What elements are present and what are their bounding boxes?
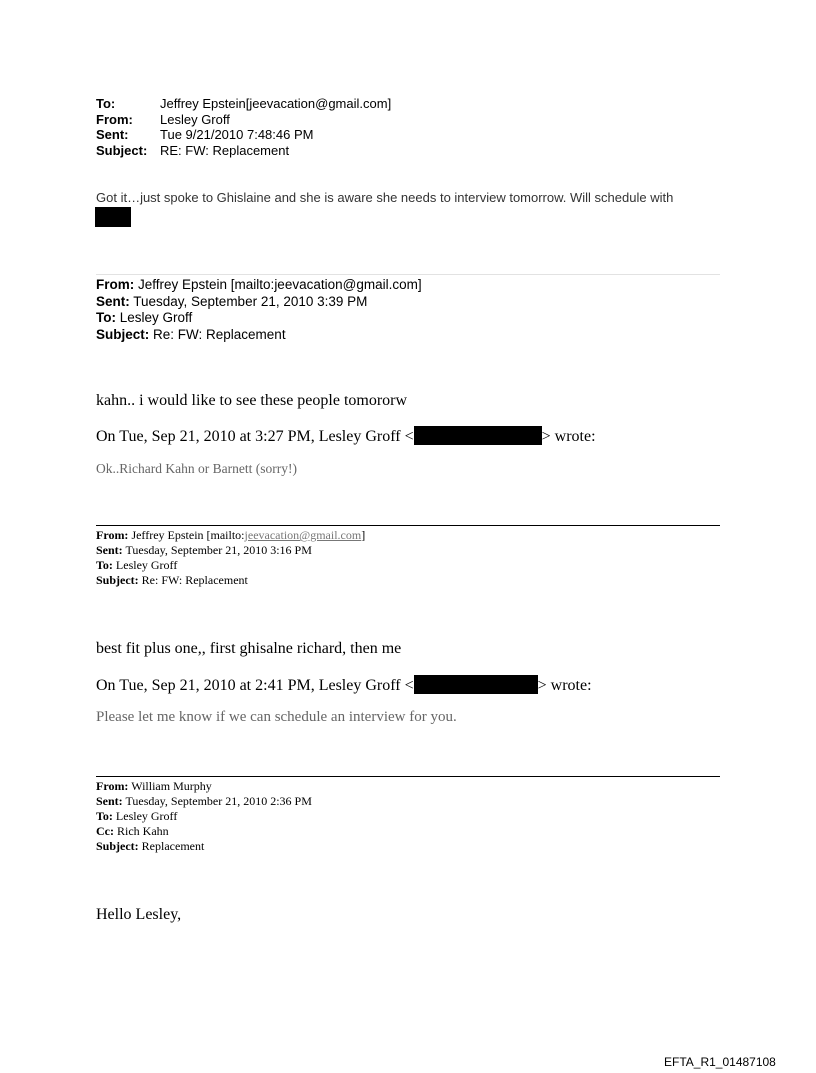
redaction-box — [414, 675, 538, 694]
message-body: kahn.. i would like to see these people tomororw — [96, 392, 408, 409]
quote-line — [96, 426, 596, 446]
sent-label: Sent: — [96, 127, 129, 142]
separator-line — [96, 274, 720, 275]
separator-line — [96, 776, 720, 777]
to-label: To: — [96, 96, 116, 111]
redaction-box — [414, 426, 542, 445]
sent-value: Tuesday, September 21, 2010 3:16 PM — [122, 543, 312, 557]
message-body: best fit plus one,, first ghisalne richard, then me — [96, 640, 402, 657]
from-value-suffix: ] — [361, 528, 366, 542]
subject-value: Re: FW: Replacement — [138, 573, 248, 587]
sent-label: Sent: — [96, 543, 123, 557]
sent-value: Tuesday, September 21, 2010 2:36 PM — [122, 794, 312, 808]
subject-label: Subject: — [96, 142, 148, 158]
from-value: Lesley Groff — [160, 111, 230, 127]
quote-suffix: > wrote: — [541, 428, 596, 445]
redaction-box — [95, 207, 131, 227]
to-value: Lesley Groff — [116, 310, 193, 325]
cc-value: Rich Kahn — [114, 824, 169, 838]
reply-body: Got it…just spoke to Ghislaine and she is aware she needs to interview tomorrow. Will schedule with — [96, 190, 674, 205]
message-header — [96, 779, 312, 854]
sent-label: Sent: — [96, 794, 123, 808]
to-label: To: — [96, 310, 116, 325]
quoted-text: Please let me know if we can schedule an interview for you. — [96, 709, 457, 725]
sent-value: Tuesday, September 21, 2010 3:39 PM — [129, 293, 368, 309]
subject-value: Replacement — [138, 839, 205, 853]
quoted-text: Ok..Richard Kahn or Barnett (sorry!) — [96, 461, 297, 476]
subject-value: Re: FW: Replacement — [149, 326, 286, 342]
separator-line — [96, 525, 720, 526]
to-value: Lesley Groff — [112, 809, 178, 823]
sent-value: Tue 9/21/2010 7:48:46 PM — [160, 127, 314, 142]
quote-prefix: On Tue, Sep 21, 2010 at 2:41 PM, Lesley Groff < — [96, 677, 414, 694]
message-header — [96, 528, 365, 588]
from-label: From: — [96, 111, 133, 127]
to-value: Jeffrey Epstein[jeevacation@gmail.com] — [160, 96, 392, 111]
to-value: Lesley Groff — [112, 558, 178, 572]
subject-label: Subject: — [96, 326, 150, 342]
email-link[interactable]: jeevacation@gmail.com — [244, 528, 362, 542]
quote-line — [96, 675, 592, 695]
from-label: From: — [96, 779, 129, 793]
from-value: Jeffrey Epstein [mailto:jeevacation@gmail.com] — [134, 277, 422, 292]
cc-label: Cc: — [96, 824, 114, 838]
sent-label: Sent: — [96, 293, 130, 309]
message-body: Hello Lesley, — [96, 906, 182, 923]
quote-prefix: On Tue, Sep 21, 2010 at 3:27 PM, Lesley Groff < — [96, 428, 414, 445]
subject-value: RE: FW: Replacement — [160, 142, 290, 158]
from-label: From: — [96, 528, 129, 542]
to-label: To: — [96, 809, 113, 823]
email-header — [96, 96, 391, 158]
from-label: From: — [96, 277, 135, 292]
document-id: EFTA_R1_01487108 — [664, 1055, 776, 1069]
quote-suffix: > wrote: — [537, 677, 592, 694]
to-label: To: — [96, 558, 113, 572]
message-header — [96, 277, 422, 343]
subject-label: Subject: — [96, 573, 139, 587]
from-value-prefix: Jeffrey Epstein [mailto: — [128, 528, 245, 542]
subject-label: Subject: — [96, 839, 139, 853]
from-value: William Murphy — [128, 779, 212, 793]
